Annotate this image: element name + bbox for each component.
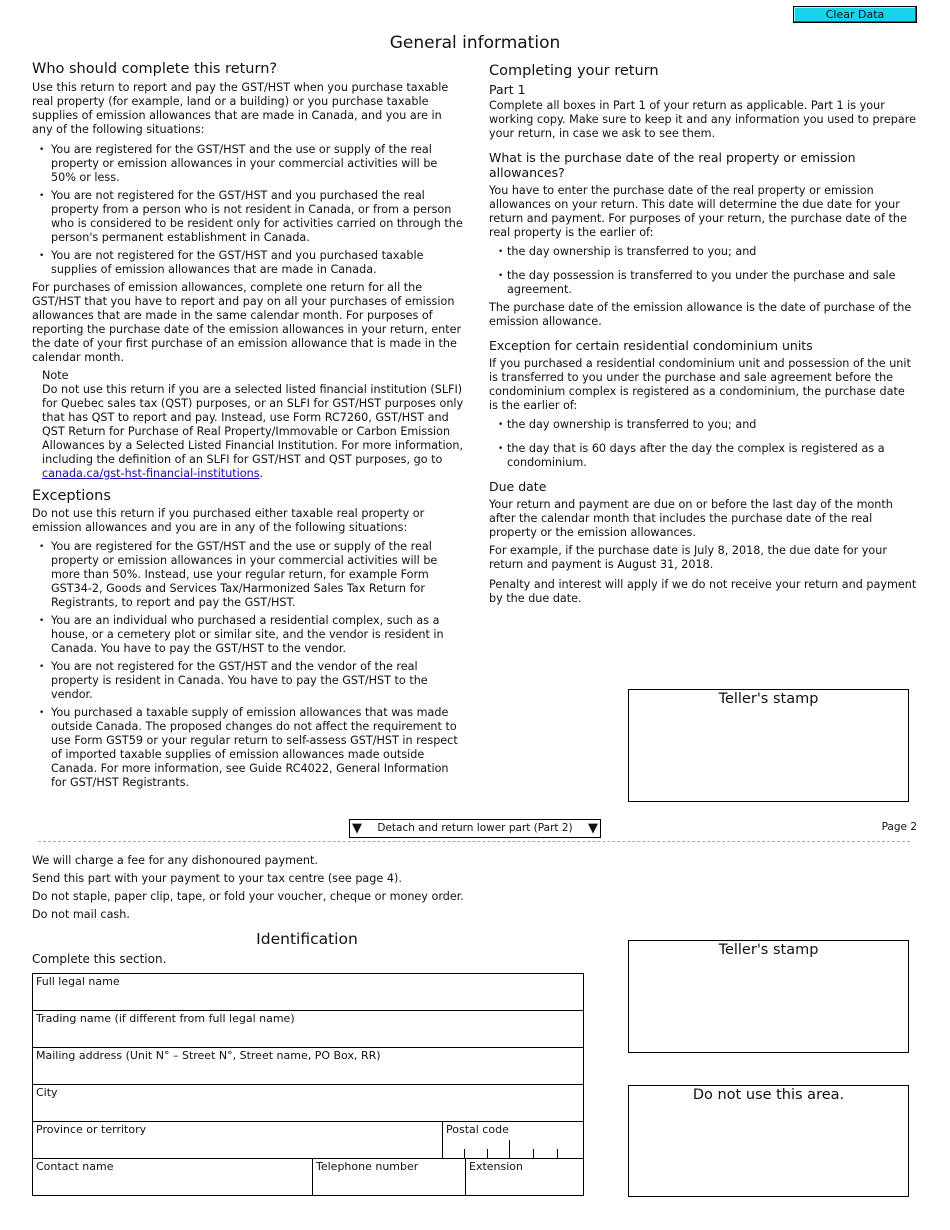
note-box <box>42 369 464 481</box>
trading-name-label: Trading name (if different from full legal name) <box>36 1012 295 1025</box>
emission-date-text: The purchase date of the emission allowance is the date of purchase of the emission allowance. <box>489 301 912 328</box>
note-label: Note <box>42 369 69 382</box>
emission-paragraph: For purchases of emission allowances, complete one return for all the GST/HST that you have to report and pay on all your purchases of emission allowances that are made in the same calendar month. For purposes of reporting the purchase date of the emission allowances in your return, enter the date of your first purchase of an emission allowance that is made in the calendar month. <box>32 281 462 364</box>
province-field[interactable] <box>33 1122 442 1158</box>
left-column <box>32 61 464 794</box>
province-postal-row <box>33 1122 583 1159</box>
postal-code-label: Postal code <box>446 1123 509 1136</box>
postal-code-divider <box>464 1149 465 1158</box>
completing-heading: Completing your return <box>489 63 659 79</box>
example-text: For example, if the purchase date is July 8, 2018, the due date for your return and payment is August 31, 2018. <box>489 544 887 571</box>
due-date-text: Your return and payment are due on or before the last day of the month after the calendar month that includes the purchase date of the real property or the emission allowances. <box>489 498 893 539</box>
exceptions-intro: Do not use this return if you purchased either taxable real property or emission allowances and you are in any of the following situations: <box>32 507 425 534</box>
instruction-line: We will charge a fee for any dishonoured payment. <box>32 854 318 867</box>
tellers-stamp-box-lower <box>628 940 909 1053</box>
clear-data-button[interactable]: Clear Data <box>793 6 917 23</box>
list-item: • You are not registered for the GST/HST and you purchased taxable supplies of emission allowances that are made in Canada. <box>32 249 464 277</box>
instruction-line: Send this part with your payment to your tax centre (see page 4). <box>32 872 402 885</box>
full-legal-name-label: Full legal name <box>36 975 120 988</box>
contact-name-field[interactable] <box>33 1159 312 1195</box>
due-date-heading: Due date <box>489 479 547 494</box>
list-item: • You are registered for the GST/HST and the use or supply of the real property or emission allowances in your commercial activities will be more than 50%. Instead, use your regular return, for example Form GST34-2, Goods and Services Tax/Harmonized Sales Tax Return for Registrants, to report and pay the GST/HST. <box>32 540 464 610</box>
payment-instructions <box>32 852 592 924</box>
down-arrow-icon: ▼ <box>588 821 598 836</box>
trading-name-field[interactable] <box>33 1011 583 1048</box>
list-item: • the day ownership is transferred to you; and <box>489 245 917 259</box>
cut-line <box>38 841 910 842</box>
tellers-stamp-label: Teller's stamp <box>718 942 819 958</box>
contact-row <box>33 1159 583 1195</box>
detach-bar <box>349 819 601 838</box>
postal-code-divider <box>487 1149 488 1158</box>
down-arrow-icon: ▼ <box>352 821 362 836</box>
purchase-bullets <box>489 245 917 297</box>
who-bullets <box>32 143 464 277</box>
page-number: Page 2 <box>881 821 917 833</box>
list-item: • You are not registered for the GST/HST and you purchased the real property from a person who is not resident in Canada, or from a person who is considered to be resident only for activities carried on through the person's permanent establishment in Canada. <box>32 189 464 245</box>
purchase-date-heading: What is the purchase date of the real property or emission allowances? <box>489 150 856 180</box>
city-label: City <box>36 1086 58 1099</box>
extension-label: Extension <box>469 1160 524 1173</box>
telephone-label: Telephone number <box>316 1160 419 1173</box>
tellers-stamp-label: Teller's stamp <box>718 691 819 707</box>
part1-text: Complete all boxes in Part 1 of your return as applicable. Part 1 is your working copy. Make sure to keep it and any information you used to prepare your return, in case we ask to see them. <box>489 99 916 140</box>
do-not-use-label: Do not use this area. <box>692 1087 845 1103</box>
tellers-stamp-box <box>628 689 909 802</box>
do-not-use-area <box>628 1085 909 1197</box>
list-item: • You are registered for the GST/HST and the use or supply of the real property or emission allowances in your commercial activities will be 50% or less. <box>32 143 464 185</box>
note-text: Do not use this return if you are a selected listed financial institution (SLFI) for Quebec sales tax (QST) purposes, or an SLFI for GST/HST purposes only that has QST to report and pay. Instead, use Form RC7260, GST/HST and QST Return for Purchase of Real Property/Immovable or Carbon Emission Allowances by a Selected Listed Financial Institution. For more information, including the definition of an SLFI for GST/HST and QST purposes, go to canada.ca/gst-hst-financial-institutions. <box>42 383 464 480</box>
province-label: Province or territory <box>36 1123 147 1136</box>
right-column <box>489 63 917 606</box>
condo-bullets <box>489 418 917 470</box>
part1-heading: Part 1 <box>489 82 526 97</box>
list-item: • the day ownership is transferred to you; and <box>489 418 917 432</box>
page-title: General information <box>389 33 561 53</box>
financial-institutions-link[interactable]: canada.ca/gst-hst-financial-institutions <box>42 467 260 480</box>
mailing-address-label: Mailing address (Unit N° – Street N°, Street name, PO Box, RR) <box>36 1049 381 1062</box>
exceptions-bullets <box>32 540 464 790</box>
postal-code-field[interactable] <box>442 1122 583 1158</box>
postal-code-divider <box>533 1149 534 1158</box>
who-intro: Use this return to report and pay the GST/HST when you purchase taxable real property (for example, land or a building) or you purchase taxable supplies of emission allowances that are made in Canada, and you are in any of the following situations: <box>32 81 449 136</box>
postal-code-divider <box>557 1149 558 1158</box>
who-heading: Who should complete this return? <box>32 61 278 77</box>
identification-heading: Identification <box>256 930 358 948</box>
telephone-field[interactable] <box>312 1159 465 1195</box>
instruction-line: Do not mail cash. <box>32 908 130 921</box>
full-legal-name-field[interactable] <box>33 974 583 1011</box>
mailing-address-field[interactable] <box>33 1048 583 1085</box>
contact-name-label: Contact name <box>36 1160 114 1173</box>
extension-field[interactable] <box>465 1159 583 1195</box>
penalty-text: Penalty and interest will apply if we do not receive your return and payment by the due date. <box>489 578 917 605</box>
list-item: • You purchased a taxable supply of emission allowances that was made outside Canada. The proposed changes do not affect the requirement to use Form GST59 or your regular return to self-assess GST/HST in respect of imported taxable supplies of emission allowances made outside Canada. For more information, see Guide RC4022, General Information for GST/HST Registrants. <box>32 706 464 790</box>
postal-code-divider <box>509 1140 510 1158</box>
detach-label: Detach and return lower part (Part 2) <box>377 822 573 834</box>
city-field[interactable] <box>33 1085 583 1122</box>
identification-form <box>32 973 584 1196</box>
list-item: • You are an individual who purchased a residential complex, such as a house, or a cemetery plot or similar site, and the vendor is resident in Canada. You have to pay the GST/HST to the vendor. <box>32 614 464 656</box>
list-item: • the day possession is transferred to you under the purchase and sale agreement. <box>489 269 917 297</box>
list-item: • the day that is 60 days after the day the complex is registered as a condominium. <box>489 442 917 470</box>
exceptions-heading: Exceptions <box>32 488 111 504</box>
condo-text: If you purchased a residential condominium unit and possession of the unit is transferred to you under the purchase and sale agreement before the condominium complex is registered as a condominium, the purchase date is the earlier of: <box>489 357 911 412</box>
list-item: • You are not registered for the GST/HST and the vendor of the real property is resident in Canada. You have to pay the GST/HST to the vendor. <box>32 660 464 702</box>
instruction-line: Do not staple, paper clip, tape, or fold your voucher, cheque or money order. <box>32 890 464 903</box>
identification-subheading: Complete this section. <box>32 952 167 966</box>
purchase-date-text: You have to enter the purchase date of the real property or emission allowances on your return. This date will determine the due date for your return and payment. For purposes of your return, the purchase date of the real property is the earlier of: <box>489 184 907 239</box>
condo-heading: Exception for certain residential condominium units <box>489 338 813 353</box>
